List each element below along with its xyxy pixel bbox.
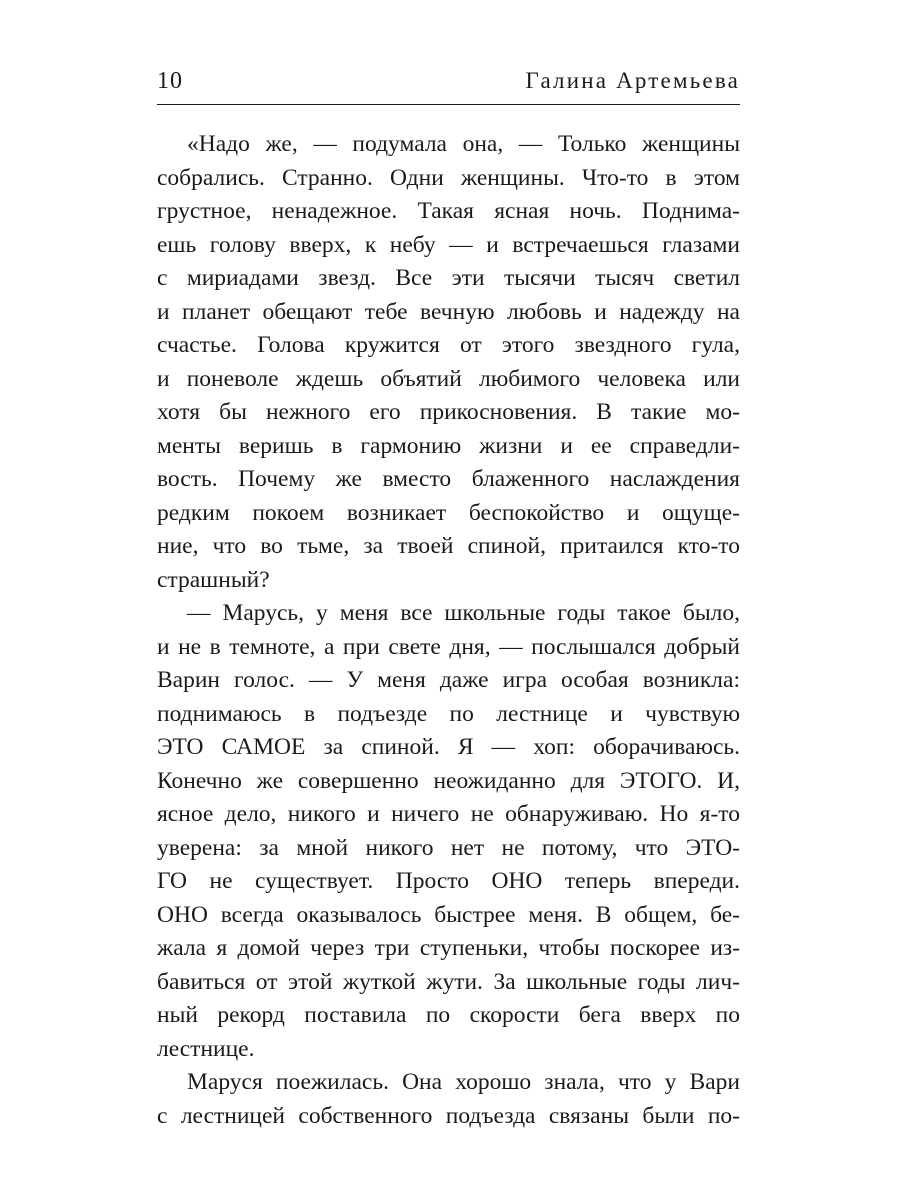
text-line: «Надо же, — подумала она, — Только женщины <box>187 131 740 157</box>
text-line: менты веришь в гармонию жизни и ее справедли- <box>157 432 740 459</box>
text-line: ясное дело, никого и ничего не обнаруживаю. Но я-то <box>157 801 740 827</box>
text-line: счастье. Голова кружится от этого звездного гула, <box>157 332 740 358</box>
text-line: Маруся поежилась. Она хорошо знала, что у Вари <box>187 1069 740 1095</box>
text-line: Конечно же совершенно неожиданно для ЭТОГО. И, <box>157 767 740 794</box>
text-line: ГО не существует. Просто ОНО теперь впереди. <box>157 868 740 894</box>
text-line: и не в темноте, а при свете дня, — послышался добрый <box>157 633 740 660</box>
text-line: страшный? <box>157 566 270 593</box>
text-line: бавиться от этой жуткой жути. За школьные годы лич- <box>157 968 740 995</box>
text-line: ный рекорд поставила по скорости бега вверх по <box>157 1002 740 1028</box>
text-line: жала я домой через три ступеньки, чтобы поскорее из- <box>157 935 740 961</box>
text-line: уверена: за мной никого нет не потому, что ЭТО- <box>157 834 740 861</box>
text-line: вость. Почему же вместо блаженного наслаждения <box>157 466 740 492</box>
text-line: редким покоем возникает беспокойство и ощуще- <box>157 499 740 526</box>
text-line: и планет обещают тебе вечную любовь и надежду на <box>157 298 740 325</box>
text-line: ешь голову вверх, к небу — и встречаешься глазами <box>157 231 740 258</box>
text-line: поднимаюсь в подъезде по лестнице и чувствую <box>157 700 740 727</box>
text-line: с мириадами звезд. Все эти тысячи тысяч светил <box>157 265 740 291</box>
running-head-author: Галина Артемьева <box>525 68 740 93</box>
page-header <box>157 64 740 105</box>
text-line: лестнице. <box>157 1035 255 1062</box>
text-line: Варин голос. — У меня даже игра особая возникла: <box>157 667 740 693</box>
text-line: — Марусь, у меня все школьные годы такое было, <box>187 600 740 626</box>
text-line: собрались. Странно. Одни женщины. Что-то в этом <box>157 164 740 191</box>
page-number: 10 <box>157 68 183 94</box>
text-line: грустное, ненадежное. Такая ясная ночь. Поднима- <box>157 198 740 224</box>
text-line: ние, что во тьме, за твоей спиной, притаился кто-то <box>157 533 740 559</box>
text-line: хотя бы нежного его прикосновения. В такие мо- <box>157 399 740 425</box>
text-line: и поневоле ждешь объятий любимого человека или <box>157 365 740 392</box>
text-line: ЭТО САМОЕ за спиной. Я — хоп: оборачиваюсь. <box>157 734 740 760</box>
text-line: ОНО всегда оказывалось быстрее меня. В общем, бе- <box>157 901 740 928</box>
text-line: с лестницей собственного подъезда связаны были по- <box>157 1102 740 1129</box>
body-text <box>157 128 740 1133</box>
